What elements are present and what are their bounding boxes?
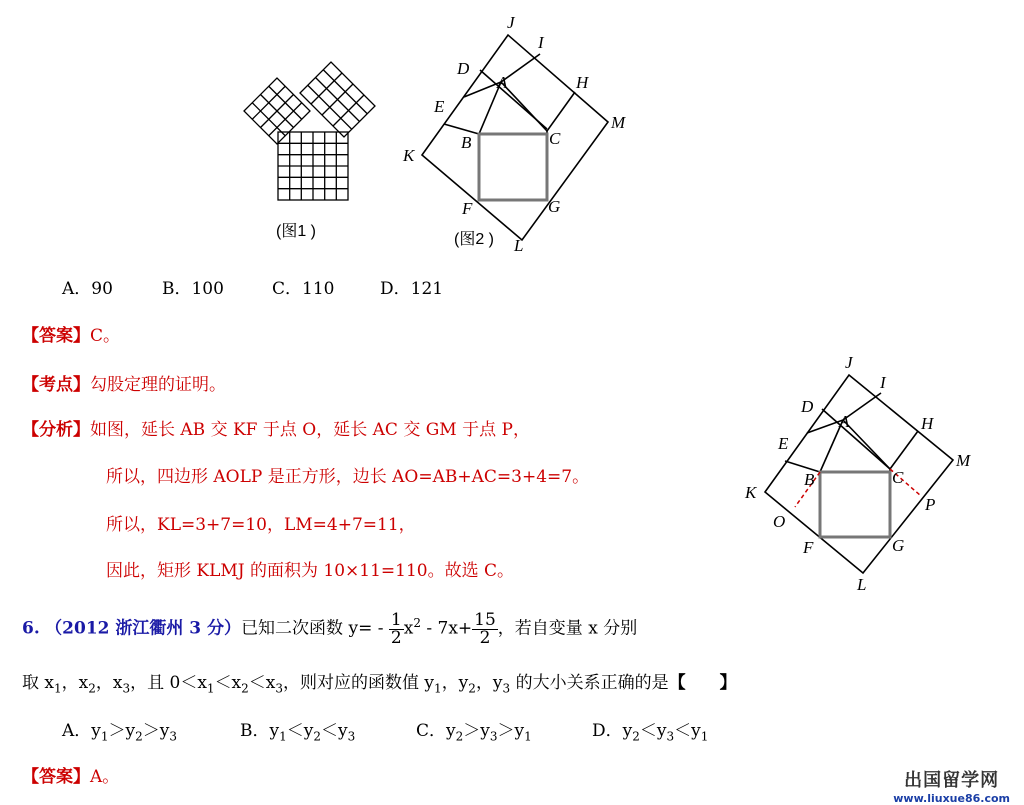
square-bcgf bbox=[479, 134, 547, 200]
svg-text:J: J bbox=[507, 13, 515, 32]
q5-option-b: B．100 bbox=[162, 279, 224, 299]
figure-2 bbox=[400, 10, 640, 258]
fraction-one-half: $\frac{1}{2}$ bbox=[390, 609, 402, 648]
analysis-text: 如图，延长 AB 交 KF 于点 O，延长 AC 交 GM 于点 P， bbox=[90, 420, 530, 440]
q5-topic bbox=[22, 370, 226, 395]
figure-2-caption: (图2 ) bbox=[454, 231, 495, 248]
square-bcgf-analysis bbox=[820, 472, 890, 537]
svg-text:E: E bbox=[434, 97, 445, 116]
topic-tag: 【考点】 bbox=[22, 375, 90, 395]
svg-text:B: B bbox=[804, 470, 815, 489]
q5-analysis-line-4: 因此，矩形 KLMJ 的面积为 10×11=110。故选 C。 bbox=[106, 561, 515, 581]
answer-bracket: 【 】 bbox=[668, 673, 737, 693]
minus-sign: - bbox=[377, 618, 384, 639]
svg-text:C: C bbox=[892, 468, 904, 487]
svg-text:E: E bbox=[778, 434, 789, 453]
svg-text:D: D bbox=[801, 397, 814, 416]
q5-answer bbox=[22, 321, 120, 346]
svg-text:H: H bbox=[921, 414, 934, 433]
svg-text:G: G bbox=[892, 536, 905, 555]
svg-text:P: P bbox=[925, 495, 936, 514]
small-grid-square bbox=[244, 78, 310, 144]
svg-text:D: D bbox=[457, 59, 470, 78]
analysis-tag: 【分析】 bbox=[22, 420, 90, 440]
q6-option-d: D．$y_2<y_3<y_1$ bbox=[592, 721, 709, 744]
q6-option-b: B．$y_1<y_2<y_3$ bbox=[240, 721, 356, 744]
topic-text: 勾股定理的证明。 bbox=[90, 375, 226, 395]
svg-text:H: H bbox=[576, 73, 589, 92]
medium-grid-square bbox=[300, 62, 375, 137]
figure-1-caption: (图1 ) bbox=[276, 223, 317, 240]
q6-stem-line-2: 取 $x_1$，$x_2$，$x_3$，且 $0<x_1<x_2<x_3$，则对应的函数值 $y_1$，$y_2$，$y_3$ 的大小关系正确的是【 】 bbox=[22, 673, 737, 696]
svg-text:F: F bbox=[462, 199, 473, 218]
svg-text:O: O bbox=[773, 512, 786, 531]
svg-text:I: I bbox=[538, 33, 544, 52]
svg-text:L: L bbox=[514, 236, 524, 255]
svg-text:K: K bbox=[745, 483, 757, 502]
svg-text:B: B bbox=[461, 133, 472, 152]
svg-text:M: M bbox=[956, 451, 971, 470]
svg-text:M: M bbox=[611, 113, 626, 132]
q6-stem-after: ，若自变量 x 分别 bbox=[497, 618, 638, 639]
svg-text:A: A bbox=[497, 73, 508, 92]
q6-answer bbox=[22, 762, 119, 787]
q5-analysis-line-1 bbox=[22, 415, 530, 440]
svg-text:G: G bbox=[548, 197, 561, 216]
q5-option-c: C．110 bbox=[272, 279, 335, 299]
svg-text:F: F bbox=[803, 538, 814, 557]
q5-analysis-line-2: 所以，四边形 AOLP 是正方形，边长 AO=AB+AC=3+4=7。 bbox=[106, 467, 590, 487]
watermark-title: 出国留学网 bbox=[904, 770, 1000, 791]
answer-tag: 【答案】 bbox=[22, 326, 90, 346]
answer-text: C。 bbox=[90, 326, 121, 346]
svg-text:J: J bbox=[845, 353, 853, 372]
q5-option-a: A．90 bbox=[62, 279, 113, 299]
q6-option-a: A．$y_1>y_2>y_3$ bbox=[62, 721, 178, 744]
q6-stem-line-1: 6. （2012 浙江衢州 3 分）已知二次函数 y= - $\frac{1}{2}$ $x^2 - 7x+$ $\frac{15}{2}$ ，若自变量 x 分别 bbox=[22, 609, 638, 648]
svg-text:K: K bbox=[403, 146, 415, 165]
answer-tag: 【答案】 bbox=[22, 767, 90, 787]
svg-text:L: L bbox=[857, 575, 867, 594]
q6-option-c: C．$y_2>y_3>y_1$ bbox=[416, 721, 532, 744]
q6-stem-before: 已知二次函数 y= bbox=[241, 618, 373, 639]
answer-text: A。 bbox=[90, 767, 120, 787]
q5-option-d: D．121 bbox=[380, 279, 444, 299]
q5-analysis-line-3: 所以，KL=3+7=10，LM=4+7=11， bbox=[106, 515, 416, 535]
large-grid-square bbox=[278, 132, 348, 200]
q6-source: （2012 浙江衢州 3 分） bbox=[45, 618, 242, 639]
figure-3 bbox=[735, 352, 987, 597]
fraction-fifteen-halves: $\frac{15}{2}$ bbox=[474, 609, 496, 648]
svg-text:A: A bbox=[839, 412, 850, 431]
svg-text:I: I bbox=[880, 373, 886, 392]
watermark-url: www.liuxue86.com bbox=[893, 792, 1010, 805]
watermark-logo bbox=[893, 766, 1010, 805]
svg-text:C: C bbox=[549, 129, 561, 148]
q6-number: 6. bbox=[22, 618, 40, 639]
